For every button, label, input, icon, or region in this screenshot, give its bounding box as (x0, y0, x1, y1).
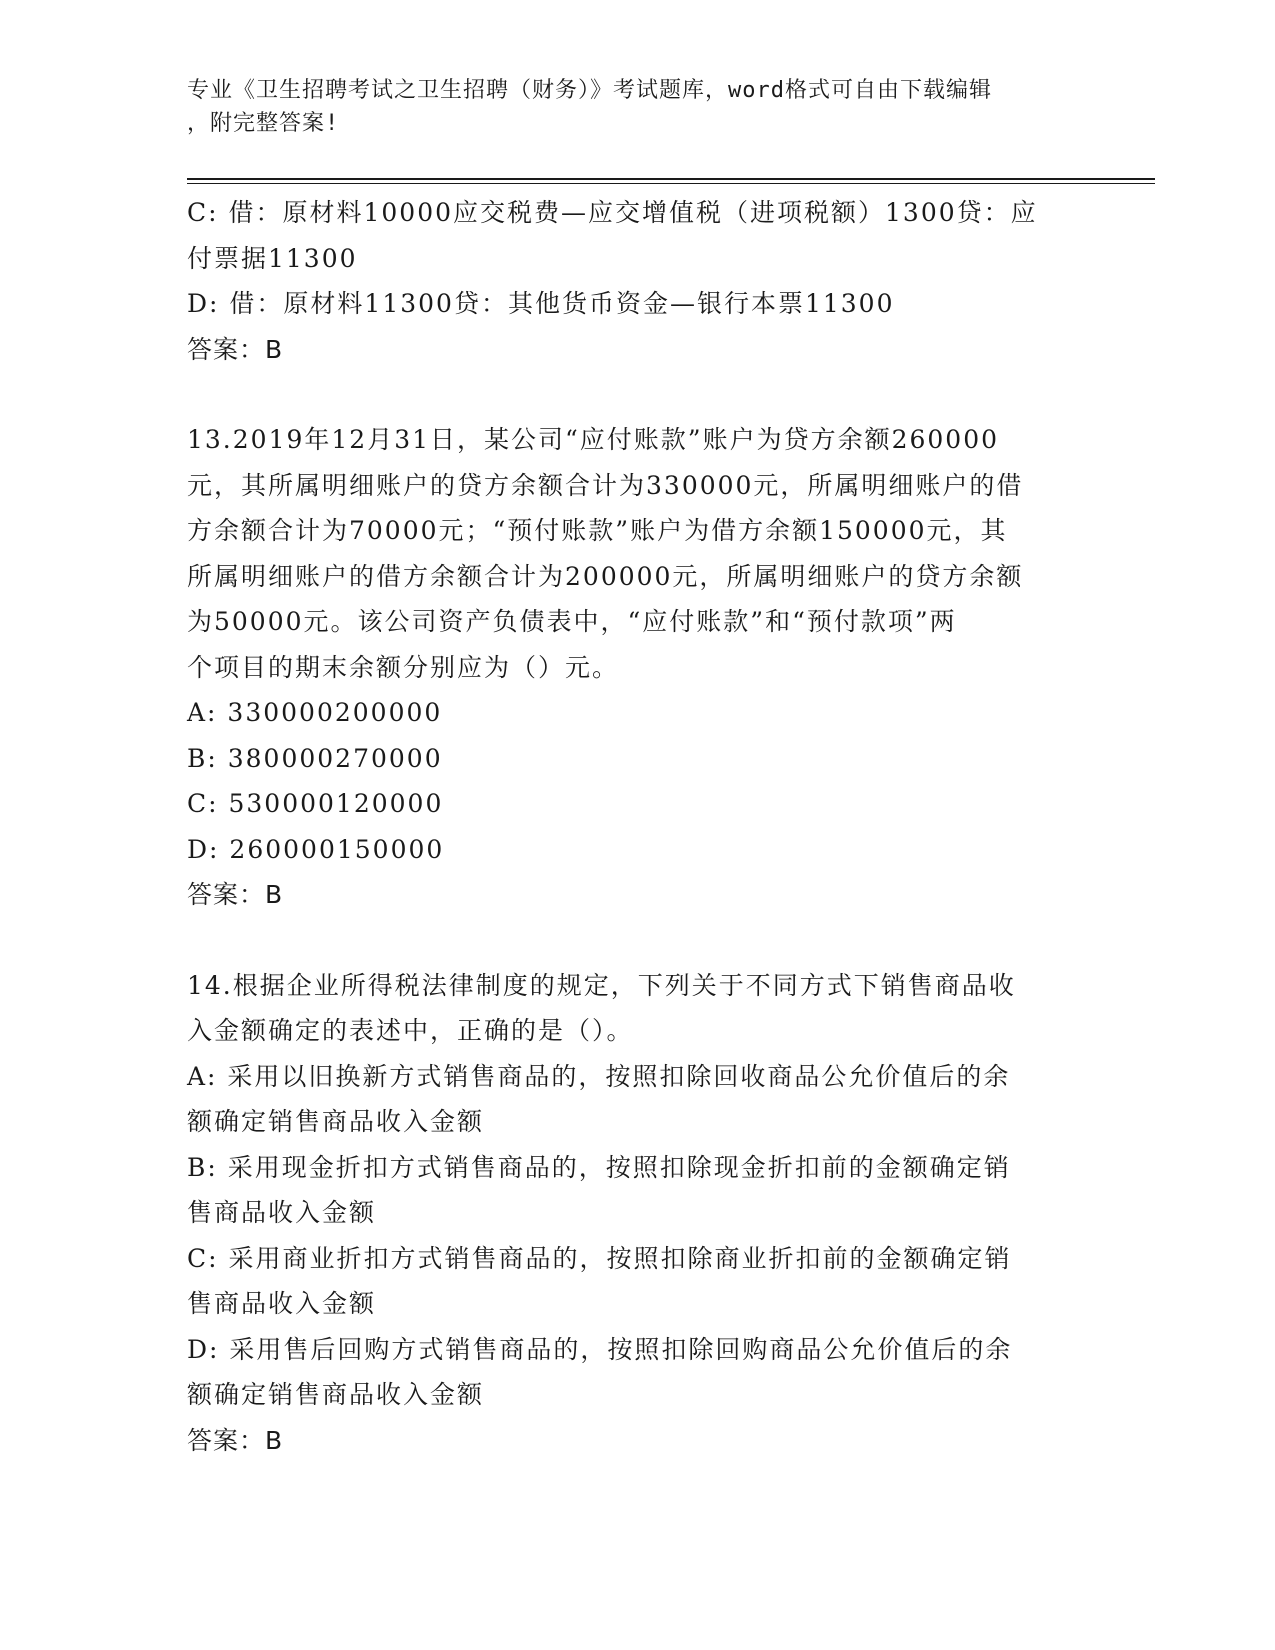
question-stem-line: 14.根据企业所得税法律制度的规定，下列关于不同方式下销售商品收 (187, 970, 1016, 1000)
option-a-line-1: A: 采用以旧换新方式销售商品的，按照扣除回收商品公允价值后的余 (187, 1061, 1011, 1091)
option-b-line-1: B: 采用现金折扣方式销售商品的，按照扣除现金折扣前的金额确定销 (187, 1152, 1011, 1182)
question-stem-line: 为50000元。该公司资产负债表中，“应付账款”和“预付款项”两 (187, 607, 957, 636)
option-c-line-1: C: 借：原材料10000应交税费—应交增值税（进项税额）1300贷：应 (187, 198, 1038, 227)
spacer (187, 372, 1087, 417)
question-stem-line: 个项目的期末余额分别应为（）元。 (187, 652, 620, 682)
spacer (187, 918, 1087, 963)
option-a: A: 330000200000 (187, 698, 443, 727)
question-14 (187, 963, 1087, 1464)
option-c: C: 530000120000 (187, 789, 444, 818)
option-d-line-1: D: 采用售后回购方式销售商品的，按照扣除回购商品公允价值后的余 (187, 1334, 1013, 1364)
option-d-line-2: 额确定销售商品收入金额 (187, 1380, 485, 1409)
option-d: D: 借：原材料11300贷：其他货币资金—银行本票11300 (187, 289, 895, 318)
document-body (187, 190, 1087, 1463)
option-b: B: 380000270000 (187, 743, 443, 773)
question-stem-line: 元，其所属明细账户的贷方余额合计为330000元，所属明细账户的借 (187, 470, 1024, 500)
question-13 (187, 417, 1087, 918)
option-c-line-2: 售商品收入金额 (187, 1289, 377, 1318)
document-header (187, 74, 1067, 140)
answer-line: 答案：B (187, 1425, 284, 1455)
header-divider-thick (187, 178, 1155, 180)
question-stem-line: 所属明细账户的借方余额合计为200000元，所属明细账户的贷方余额 (187, 561, 1024, 591)
question-12-tail (187, 190, 1087, 372)
option-a-line-2: 额确定销售商品收入金额 (187, 1107, 485, 1136)
option-b-line-2: 售商品收入金额 (187, 1198, 377, 1227)
option-c-line-1: C: 采用商业折扣方式销售商品的，按照扣除商业折扣前的金额确定销 (187, 1243, 1012, 1273)
question-stem-line: 13.2019年12月31日，某公司“应付账款”账户为贷方余额260000 (187, 425, 1000, 454)
header-line-2: ，附完整答案! (187, 111, 340, 136)
answer-line: 答案：B (187, 880, 284, 909)
option-c-line-2: 付票据11300 (187, 243, 358, 273)
question-stem-line: 方余额合计为70000元；“预付账款”账户为借方余额150000元，其 (187, 516, 1008, 545)
question-stem-line: 入金额确定的表述中，正确的是（）。 (187, 1016, 634, 1045)
answer-line: 答案：B (187, 334, 284, 364)
header-divider-thin (187, 183, 1155, 184)
header-line-1: 专业《卫生招聘考试之卫生招聘（财务）》考试题库，word格式可自由下载编辑 (187, 78, 992, 103)
option-d: D: 260000150000 (187, 834, 445, 864)
